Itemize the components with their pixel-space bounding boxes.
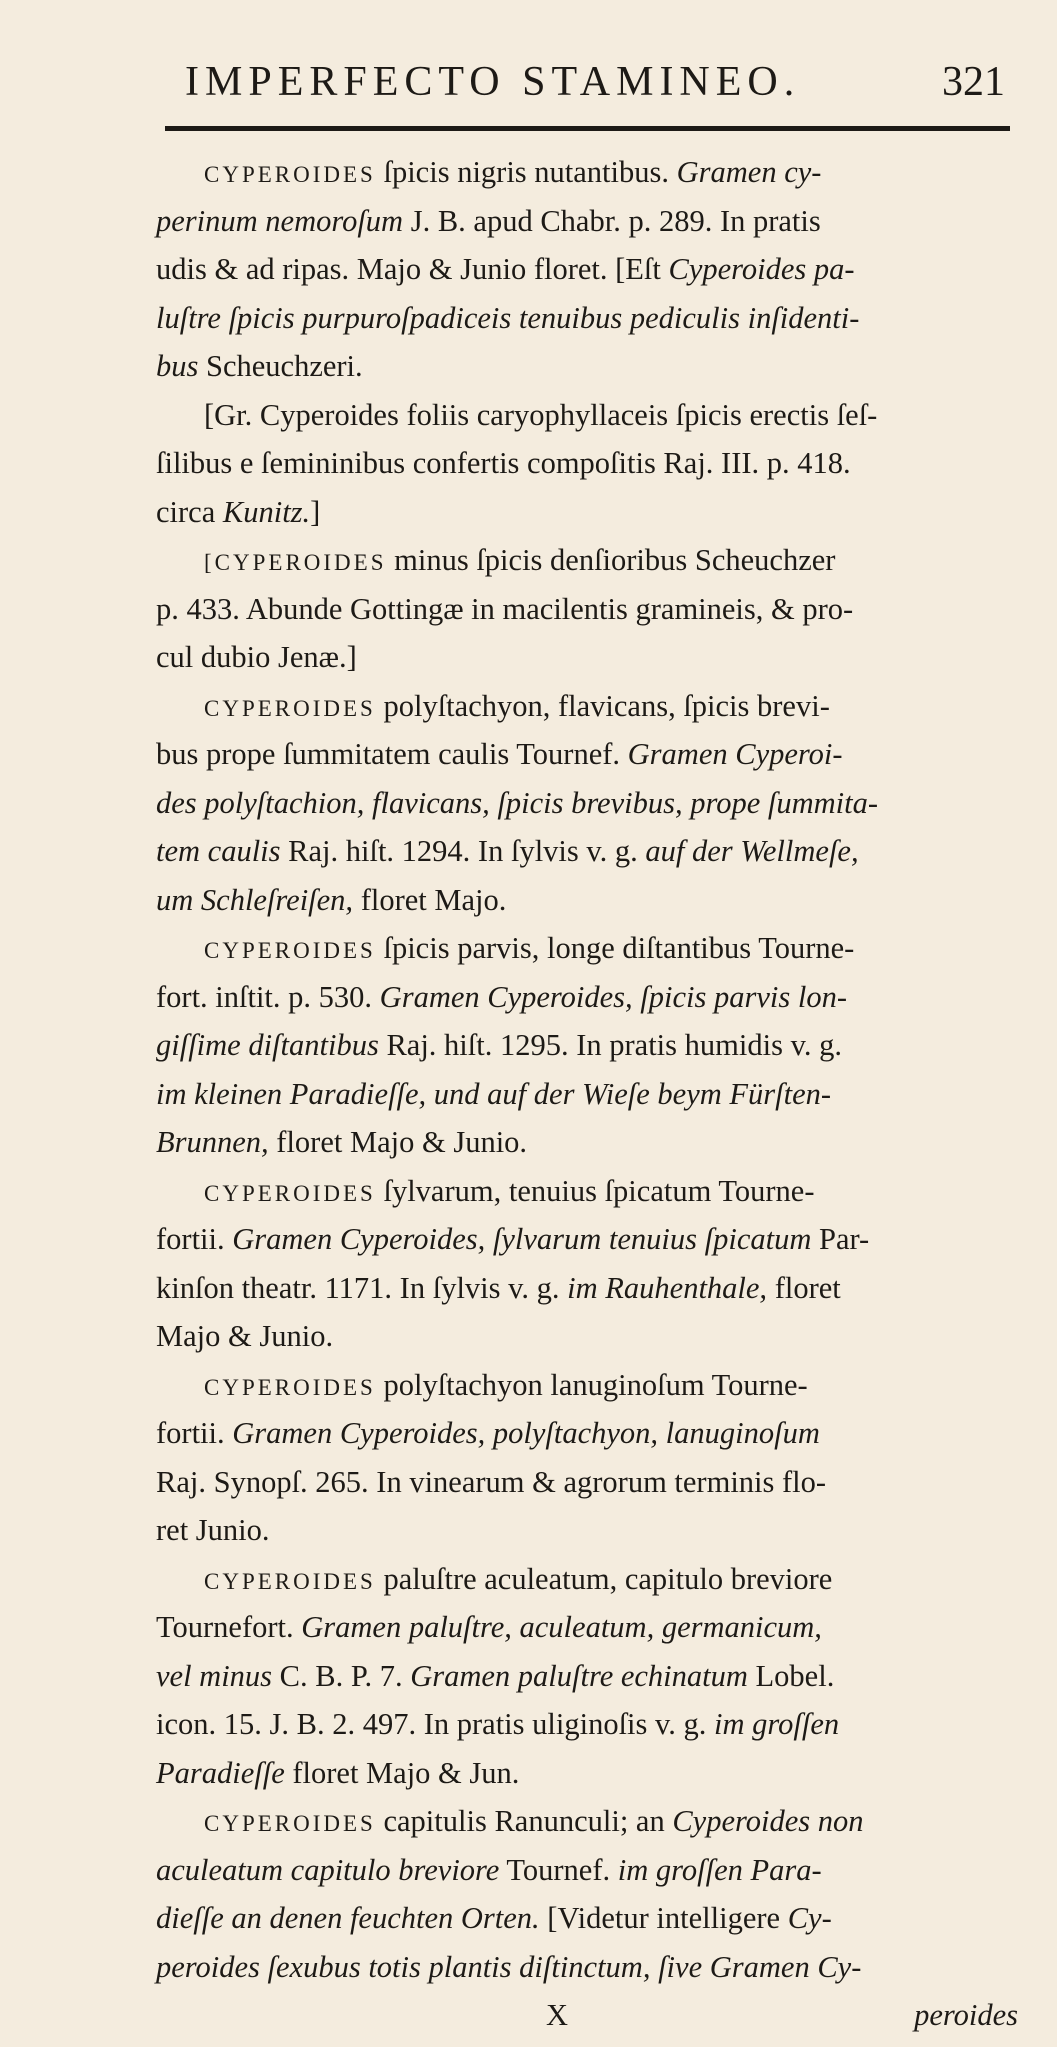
- text-line: giſſime diſtantibus Raj. hiſt. 1295. In pratis humidis v. g.: [156, 1028, 842, 1062]
- text-line: peroides ſexubus totis plantis diſtinctum, ſive Gramen Cy-: [156, 1949, 862, 1984]
- signature-line: [156, 1991, 1018, 2040]
- text-line: fort. inſtit. p. 530. Gramen Cyperoides, ſpicis parvis lon-: [156, 979, 848, 1014]
- text-line: fortii. Gramen Cyperoides, polyſtachyon, lanuginoſum: [156, 1416, 820, 1450]
- text-line: CYPEROIDES ſylvarum, tenuius ſpicatum Tourne-: [204, 1173, 815, 1208]
- text-line: dieſſe an denen feuchten Orten. [Videtur intelligere Cy-: [156, 1901, 832, 1935]
- text-line: cul dubio Jenæ.]: [156, 640, 357, 674]
- text-line: [Gr. Cyperoides foliis caryophyllaceis ſpicis erectis ſeſ-: [204, 397, 878, 432]
- text-line: perinum nemoroſum J. B. apud Chabr. p. 289. In pratis: [156, 203, 821, 238]
- text-line: CYPEROIDES capitulis Ranunculi; an Cyperoides non: [204, 1804, 864, 1838]
- text-line: CYPEROIDES polyſtachyon, flavicans, ſpicis brevi-: [204, 688, 830, 723]
- page-header: [185, 58, 1005, 118]
- text-line: ſilibus e ſemininibus confertis compoſitis Raj. III. p. 418.: [156, 446, 851, 480]
- text-line: p. 433. Abunde Gottingæ in macilentis gramineis, & pro-: [156, 591, 854, 626]
- text-line: bus Scheuchzeri.: [156, 349, 363, 383]
- text-line: Paradieſſe floret Majo & Jun.: [156, 1755, 520, 1790]
- text-line: des polyſtachion, flavicans, ſpicis brevibus, prope ſummita-: [156, 785, 879, 820]
- text-line: aculeatum capitulo breviore Tournef. im groſſen Para-: [156, 1852, 822, 1887]
- text-line: Raj. Synopſ. 265. In vinearum & agrorum terminis flo-: [156, 1464, 827, 1499]
- signature-mark: X: [546, 1998, 569, 2032]
- text-line: bus prope ſummitatem caulis Tournef. Gramen Cyperoi-: [156, 737, 843, 771]
- text-line: ret Junio.: [156, 1513, 270, 1547]
- text-line: kinſon theatr. 1171. In ſylvis v. g. im Rauhenthale, floret: [156, 1270, 841, 1305]
- text-line: circa Kunitz.]: [156, 494, 321, 529]
- text-line: im kleinen Paradieſſe, und auf der Wieſe beym Fürſten-: [156, 1076, 832, 1111]
- text-line: fortii. Gramen Cyperoides, ſylvarum tenuius ſpicatum Par-: [156, 1222, 870, 1256]
- running-head: IMPERFECTO STAMINEO.: [185, 59, 801, 105]
- text-line: um Schleſreiſen, floret Majo.: [156, 882, 507, 917]
- text-line: tem caulis Raj. hiſt. 1294. In ſylvis v. g. auf der Wellmeſe,: [156, 834, 859, 868]
- text-line: [CYPEROIDES minus ſpicis denſioribus Scheuchzer: [204, 543, 836, 577]
- text-line: Brunnen, floret Majo & Junio.: [156, 1125, 528, 1159]
- page-number: 321: [942, 59, 1005, 105]
- header-rule: [165, 126, 1010, 131]
- body-text: [156, 148, 1018, 2040]
- catchword: peroides: [914, 1998, 1018, 2032]
- text-line: Tournefort. Gramen paluſtre, aculeatum, germanicum,: [156, 1610, 822, 1644]
- text-line: CYPEROIDES ſpicis nigris nutantibus. Gramen cy-: [204, 155, 822, 189]
- text-line: CYPEROIDES paluſtre aculeatum, capitulo breviore: [204, 1561, 833, 1596]
- text-line: CYPEROIDES polyſtachyon lanuginoſum Tourne-: [204, 1367, 808, 1402]
- text-line: vel minus C. B. P. 7. Gramen paluſtre echinatum Lobel.: [156, 1658, 835, 1693]
- text-line: luſtre ſpicis purpuroſpadiceis tenuibus pediculis inſidenti-: [156, 300, 860, 335]
- text-line: Majo & Junio.: [156, 1319, 334, 1353]
- text-line: CYPEROIDES ſpicis parvis, longe diſtantibus Tourne-: [204, 931, 855, 965]
- text-line: udis & ad ripas. Majo & Junio floret. [Eſt Cyperoides pa-: [156, 252, 855, 286]
- text-line: icon. 15. J. B. 2. 497. In pratis uliginoſis v. g. im groſſen: [156, 1707, 840, 1741]
